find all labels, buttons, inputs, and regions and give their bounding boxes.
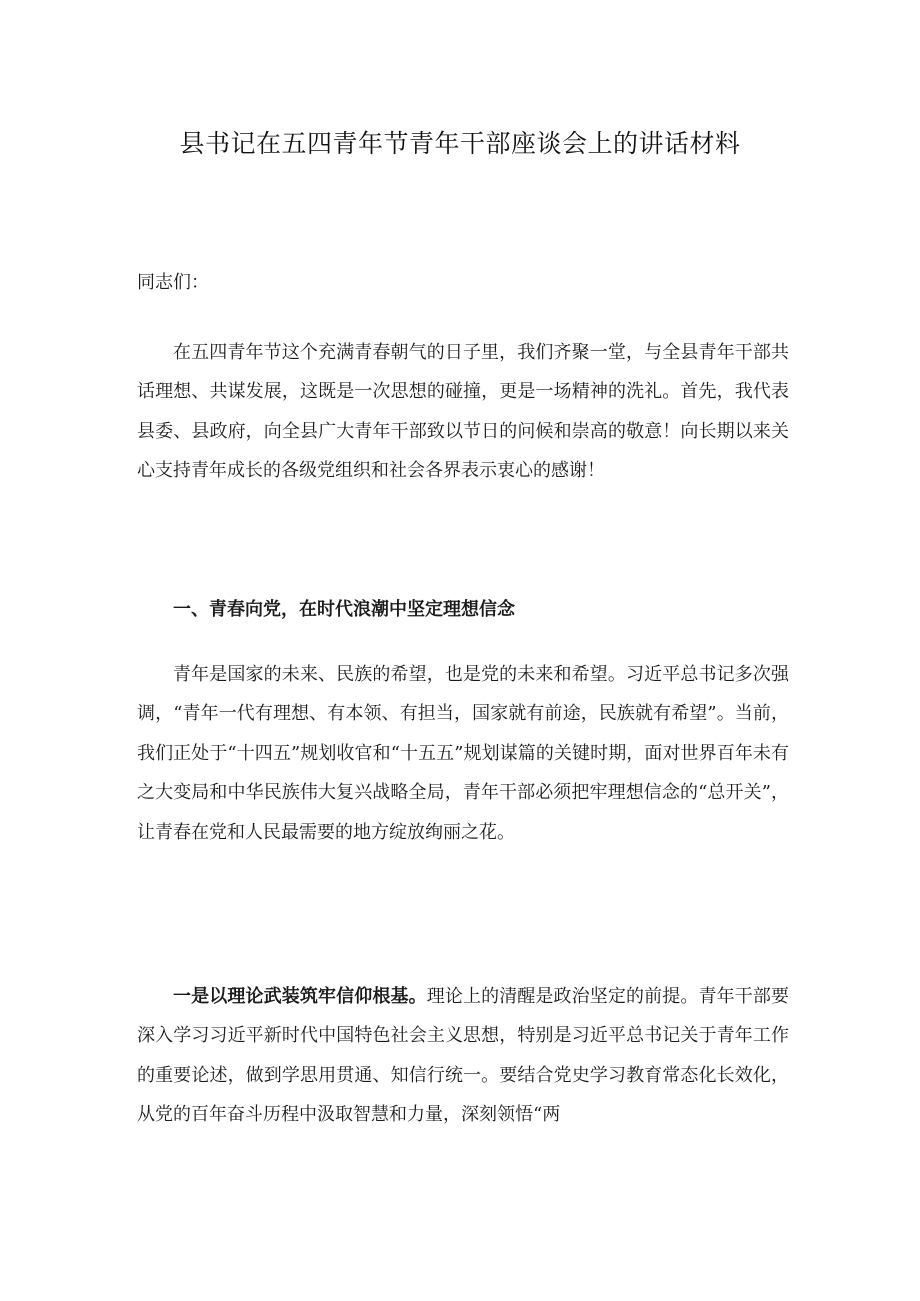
paragraph-youth-significance: 青年是国家的未来、民族的希望，也是党的未来和希望。习近平总书记多次强调，“青年一代有理想、有本领、有担当，国家就有前途，民族就有希望”。当前，我们正处于“十四五”规划收官和“十五五”规划谋篇的关键时期，面对世界百年未有之大变局和中华民族伟大复兴战略全局，青年干部必须把牢理想信念的“总开关”，让青春在党和人民最需要的地方绽放绚丽之花。	[137, 664, 789, 843]
paragraph-lead: 一是以理论武装筑牢信仰根基。	[173, 986, 427, 1007]
paragraph-body: 理论上的清醒是政治坚定的前提。青年干部要深入学习习近平新时代中国特色社会主义思想，特别是习近平总书记关于青年工作的重要论述，做到学思用贯通、知信行统一。要结合党史学习教育常态化长效化，从党的百年奋斗历程中汲取智慧和力量，深刻领悟“两	[137, 986, 790, 1126]
section-heading-1: 一、青春向党，在时代浪潮中坚定理想信念	[173, 599, 515, 620]
paragraph-opening: 在五四青年节这个充满青春朝气的日子里，我们齐聚一堂，与全县青年干部共话理想、共谋发展，这既是一次思想的碰撞，更是一场精神的洗礼。首先，我代表县委、县政府，向全县广大青年干部致以节日的问候和崇高的敬意！向长期以来关心支持青年成长的各级党组织和社会各界表示衷心的感谢！	[137, 342, 789, 482]
document-title: 县书记在五四青年节青年干部座谈会上的讲话材料	[179, 129, 741, 158]
salutation: 同志们：	[137, 272, 209, 293]
paragraph-theory-armament	[137, 977, 789, 1135]
